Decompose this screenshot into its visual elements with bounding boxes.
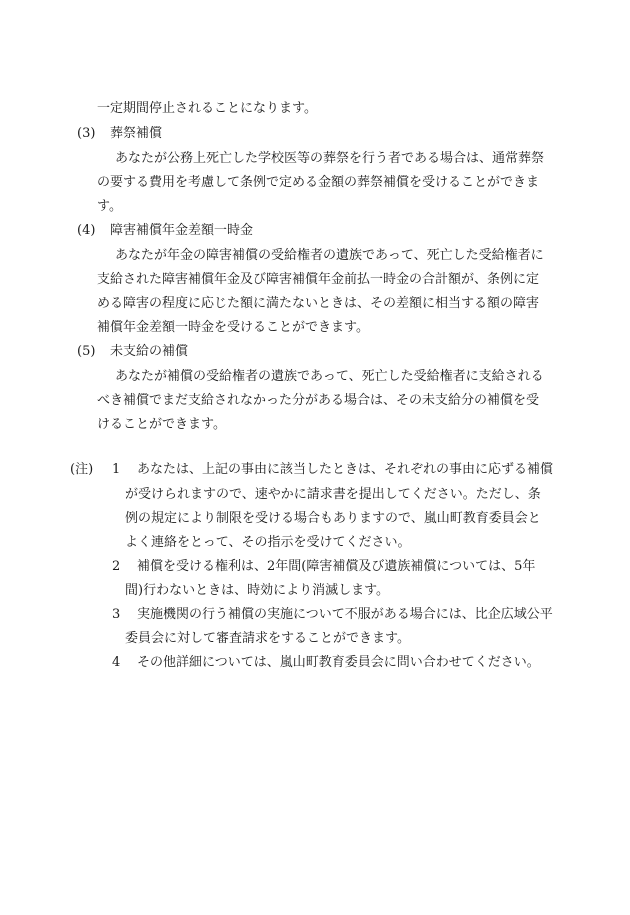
section-text-line: あなたが年金の障害補償の受給権者の遺族であって、死亡した受給権者に	[115, 248, 544, 263]
note-number: 3	[112, 607, 121, 622]
section-text-line: 補償年金差額一時金を受けることができます。	[97, 320, 369, 335]
section-text-line: べき補償でまだ支給されなかった分がある場合は、その未支給分の補償を受	[97, 393, 540, 408]
section-number: (3)	[77, 126, 96, 141]
section-text-line: あなたが補償の受給権者の遺族であって、死亡した受給権者に支給される	[115, 369, 544, 384]
note-number: 4	[112, 655, 121, 670]
section-text-line: す。	[97, 199, 122, 214]
section-text-line: あなたが公務上死亡した学校医等の葬祭を行う者である場合は、通常葬祭	[115, 151, 545, 166]
note-text-line: 補償を受ける権利は、2年間(障害補償及び遺族補償については、5年	[137, 559, 536, 574]
note-text-line: 委員会に対して審査請求をすることができます。	[125, 631, 410, 646]
section-number: (4)	[77, 223, 96, 238]
note-text-line: 間)行わないときは、時効により消滅します。	[125, 583, 390, 598]
note-text-line: 実施機関の行う補償の実施について不服がある場合には、比企広域公平	[137, 607, 553, 622]
note-text-line: よく連絡をとって、その指示を受けてください。	[125, 535, 411, 550]
note-text-line: その他詳細については、嵐山町教育委員会に問い合わせてください。	[137, 655, 540, 670]
note-text-line: あなたは、上記の事由に該当したときは、それぞれの事由に応ずる補償	[137, 462, 554, 477]
note-number: 1	[112, 462, 121, 477]
section-text-line: けることができます。	[97, 417, 226, 432]
section-number: (5)	[77, 344, 96, 359]
section-text-line: の要する費用を考慮して条例で定める金額の葬祭補償を受けることができま	[97, 175, 540, 190]
note-number: 2	[112, 559, 121, 574]
notes-label: (注)	[70, 462, 94, 477]
note-text-line: が受けられますので、速やかに請求書を提出してください。ただし、条	[125, 487, 541, 502]
section-heading: 障害補償年金差額一時金	[110, 223, 254, 238]
note-text-line: 例の規定により制限を受ける場合もありますので、嵐山町教育委員会と	[125, 511, 541, 526]
section-text-line: 支給された障害補償年金及び障害補償年金前払一時金の合計額が、条例に定	[97, 272, 540, 287]
section-heading: 未支給の補償	[110, 344, 189, 359]
intro-line: 一定期間停止されることになります。	[97, 101, 317, 116]
section-heading: 葬祭補償	[110, 126, 163, 141]
section-text-line: める障害の程度に応じた額に満たないときは、その差額に相当する額の障害	[97, 296, 540, 311]
